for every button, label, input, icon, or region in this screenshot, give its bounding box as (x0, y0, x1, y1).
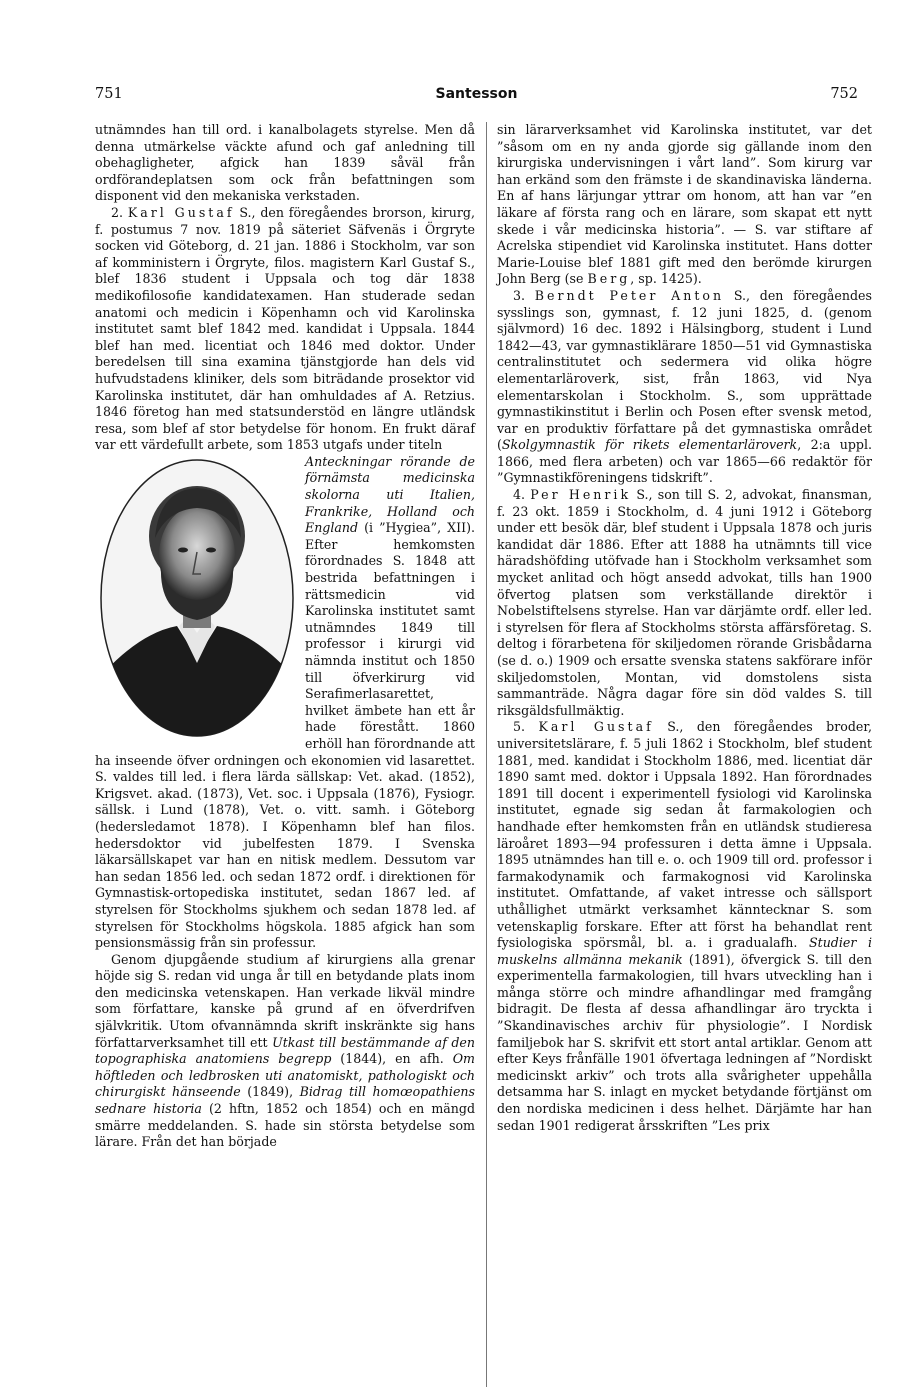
cross-reference: Berg (587, 271, 631, 287)
paragraph-continuation: utnämndes han till ord. i kanalbolagets styrelse. Men då denna utmärkelse väckte afund och gaf anledning till obehagligheter, afgick han 1839 såväl från ordförandeplatsen som ock från befattningen som disponent vid den mekaniska verkstaden. (95, 122, 475, 204)
text-span: sin lärarverksamhet vid Karolinska institutet, var det ”såsom om en ny anda gjorde sig gällande inom den kirurgiska undervisningen i vårt land”. Som kirurg var han erkänd som den främste i de skandinaviska länderna. En af hans lärjungar yttrar om honom, att han var ”en läkare af första rang och en lärare, som skapat ett nytt skede i vår medicinska historia”. — S. var stiftare af Acrelska stipendiet vid Karolinska institutet. Hans dotter Marie-Louise blef 1881 gift med den berömde kirurgen John Berg (se (497, 122, 872, 287)
work-title: Bidrag till homœopathiens sednare historia (95, 1084, 475, 1117)
entry-name: Karl Gustaf (538, 719, 654, 735)
right-column (497, 122, 872, 1134)
portrait (97, 457, 297, 740)
left-column (95, 122, 475, 1151)
text-span: (1844), en afh. (340, 1051, 444, 1067)
entry-number: 4. (513, 487, 526, 503)
entry-number: 3. (513, 287, 526, 303)
entry-karl-gustaf-senior (95, 205, 475, 454)
work-title: Skolgymnastik för rikets elementarläroverk (501, 437, 798, 453)
entry-per-henrik (497, 487, 872, 719)
entry-text: S., den föregåendes brorson, kirurg, f. postumus 7 nov. 1819 på säteriet Säfvenäs i Örgryte socken vid Göteborg, d. 21 jan. 1886 i Stockholm, var son af komministern i Örgryte, filos. magistern Karl Gustaf S., blef 1836 student i Uppsala och tog där 1838 medikofilosofie kandidatexamen. Han studerade sedan anatomi och medicin i Köpenhamn och vid Karolinska institutet samt blef 1842 med. kandidat i Uppsala. 1844 blef han med. licentiat och 1846 med doktor. Under beredelsen till sina examina tjänstgjorde han dels vid hufvudstadens kliniker, dels som biträdande prosektor vid Karolinska institutet, där han omhuldades af A. Retzius. 1846 företog han med statsunderstöd en längre utländsk resa, som blef af stor betydelse för honom. En frukt däraf var ett värdefullt arbete, som 1853 utgafs under titeln (95, 204, 475, 453)
entry-karl-gustaf-junior (497, 719, 872, 1134)
entry-name: Karl Gustaf (127, 204, 235, 220)
page-number-right: 752 (830, 86, 858, 102)
text-span: (1849), (247, 1084, 294, 1100)
entry-number: 5. (513, 719, 526, 735)
portrait-engraving-icon (99, 458, 295, 738)
entry-text-cont: (i ”Hygiea”, XII). Efter hemkomsten förordnades S. 1848 att bestrida befattningen i rättsmedicin vid Karolinska institutet samt utnämndes 1849 till professor i kirurgi vid nämnda institut och 1850 till öfverkirurg vid Serafimerlasarettet, hvilket ämbete han ett år hade förestått. 1860 erhöll han förordnande att ha inseende öfver ordningen och ekonomien vid lasarettet. S. valdes till led. i flera lärda sällskap: Vet. akad. (1852), Krigsvet. akad. (1873), Vet. soc. i Uppsala (1876), Fysiogr. sällsk. i Lund (1878), Vet. o. vitt. samh. i Göteborg (hedersledamot 1878). I Köpenhamn blef han filos. hedersdoktor vid jubelfesten 1879. I Svenska läkarsällskapet var han en nitisk medlem. Dessutom var han sedan 1856 led. och sedan 1872 ordf. i direktionen för Gymnastisk-ortopediska institutet, sedan 1867 led. af styrelsen för Stockholms sjukhem och sedan 1878 led. af styrelsen för Stockholms högskola. 1885 afgick han som pensionsmässig från sin professur. (95, 520, 475, 951)
entry-name: Per Henrik (530, 487, 632, 503)
page-header (95, 86, 858, 106)
entry-karl-gustaf-senior-cont (95, 454, 475, 952)
text-span: , sp. 1425). (630, 271, 702, 287)
work-title: Anteckningar rörande de förnämsta medicinska skolorna uti Italien, Frankrike, Holland och England (305, 453, 475, 536)
text-span: (2 hftn, 1852 och 1854) och en mängd smärre meddelanden. S. hade sin största betydelse som lärare. Från det han började (95, 1101, 476, 1150)
paragraph-continuation (497, 122, 872, 288)
entry-text: (1891), öfvergick S. till den experimentella farmakologien, till hvars utveckling han i många större och mindre afhandlingar med framgång bidragit. De flesta af dessa afhandlingar äro tryckta i ”Skandinavisches archiv für physiologie”. I Nordisk familjebok har S. skrifvit ett stort antal artiklar. Genom att efter Keys frånfälle 1901 öfvertaga ledningen af ”Nordiskt medicinskt arkiv” och trots alla svårigheter uppehålla detsamma har S. inlagt en mycket betydande förtjänst om den nordiska medicinen i dess helhet. Därjämte har han sedan 1901 redigerat årsskriften ”Les prix (497, 951, 872, 1133)
running-title: Santesson (435, 86, 518, 102)
work-title: Studier i muskelns allmänna mekanik (497, 935, 872, 967)
entry-name: Berndt Peter Anton (534, 287, 725, 303)
work-title: Om höftleden och ledbrosken uti anatomiskt, pathologiskt och chirurgiskt hänseende (95, 1051, 475, 1100)
entry-number: 2. (111, 204, 124, 220)
page-number-left: 751 (95, 86, 123, 102)
entry-text: S., den föregåendes sysslings son, gymnast, f. 12 juni 1825, d. (genom självmord) 16 dec. 1892 i Hälsingborg, student i Lund 1842—43, var gymnastiklärare 1850—51 vid Gymnastiska centralinstitutet och sedermera vid olika högre elementarläroverk, sist, från 1863, vid Nya elementarskolan i Stockholm. S., som upprättade gymnastikinstitut i Berlin och Posen efter svensk metod, var en produktiv författare på det gymnastiska området ( (497, 287, 872, 453)
entry-berndt-peter-anton (497, 288, 872, 487)
entry-text: S., den föregåendes broder, universitetslärare, f. 5 juli 1862 i Stockholm, blef student 1881, med. kandidat i Stockholm 1886, med. licentiat där 1890 samt med. doktor i Uppsala 1892. Han förordnades 1891 till docent i experimentell fysiologi vid Karolinska institutet, egnade sig sedan åt farmakologien och handhade efter hemkomsten från en utländsk studieresa läroåret 1893—94 professuren i detta ämne i Uppsala. 1895 utnämndes han till e. o. och 1909 till ord. professor i farmakodynamik och farmakognosi vid Karolinska institutet. Omfattande, af vaket intresse och sällsport uthållighet utmärkt verksamhet känntecknar S. som vetenskaplig forskare. Efter att först ha behandlat rent fysiologiska spörsmål, bl. a. i gradualafh. (497, 719, 872, 951)
entry-text: S., son till S. 2, advokat, finansman, f. 23 okt. 1859 i Stockholm, d. 4 juni 1912 i Göteborg under ett besök där, blef student i Uppsala 1878 och juris kandidat där 1886. Efter att 1888 ha utnämnts till vice häradshöfding utöfvade han i Stockholm verksamhet som mycket anlitad och högt ansedd advokat, tills han 1900 öfvertog platsen som verkställande direktör i Nobelstiftelsens styrelse. Han var därjämte ordf. eller led. i styrelsen för flera af Stockholms största affärsföretag. S. deltog i förarbetena för skiljedomen rörande Grisbådarna (se d. o.) 1909 och ersatte svenska statens sakförare inför skiljedomstolen, Montan, vid domstolens sista sammanträde. Några dagar före sin död valdes S. till riksgäldsfullmäktig. (497, 487, 872, 718)
text-span: Genom djupgående studium af kirurgiens alla grenar höjde sig S. redan vid unga år till en betydande plats inom den medicinska vetenskapen. Han verkade likväl mindre som författare, kanske på grund af en öfverdrifven självkritik. Utom ofvannämnda skrift inskränkte sig hans författarverksamhet till ett (95, 951, 475, 1050)
entry-text: , 2:a uppl. 1866, med flera arbeten) och var 1865—66 redaktör för ”Gymnastikföreningens tidskrift”. (497, 437, 872, 486)
work-title: Utkast till bestämmande af den topographiska anatomiens begrepp (95, 1034, 475, 1067)
paragraph-assessment (95, 952, 475, 1151)
column-divider (486, 122, 487, 1387)
